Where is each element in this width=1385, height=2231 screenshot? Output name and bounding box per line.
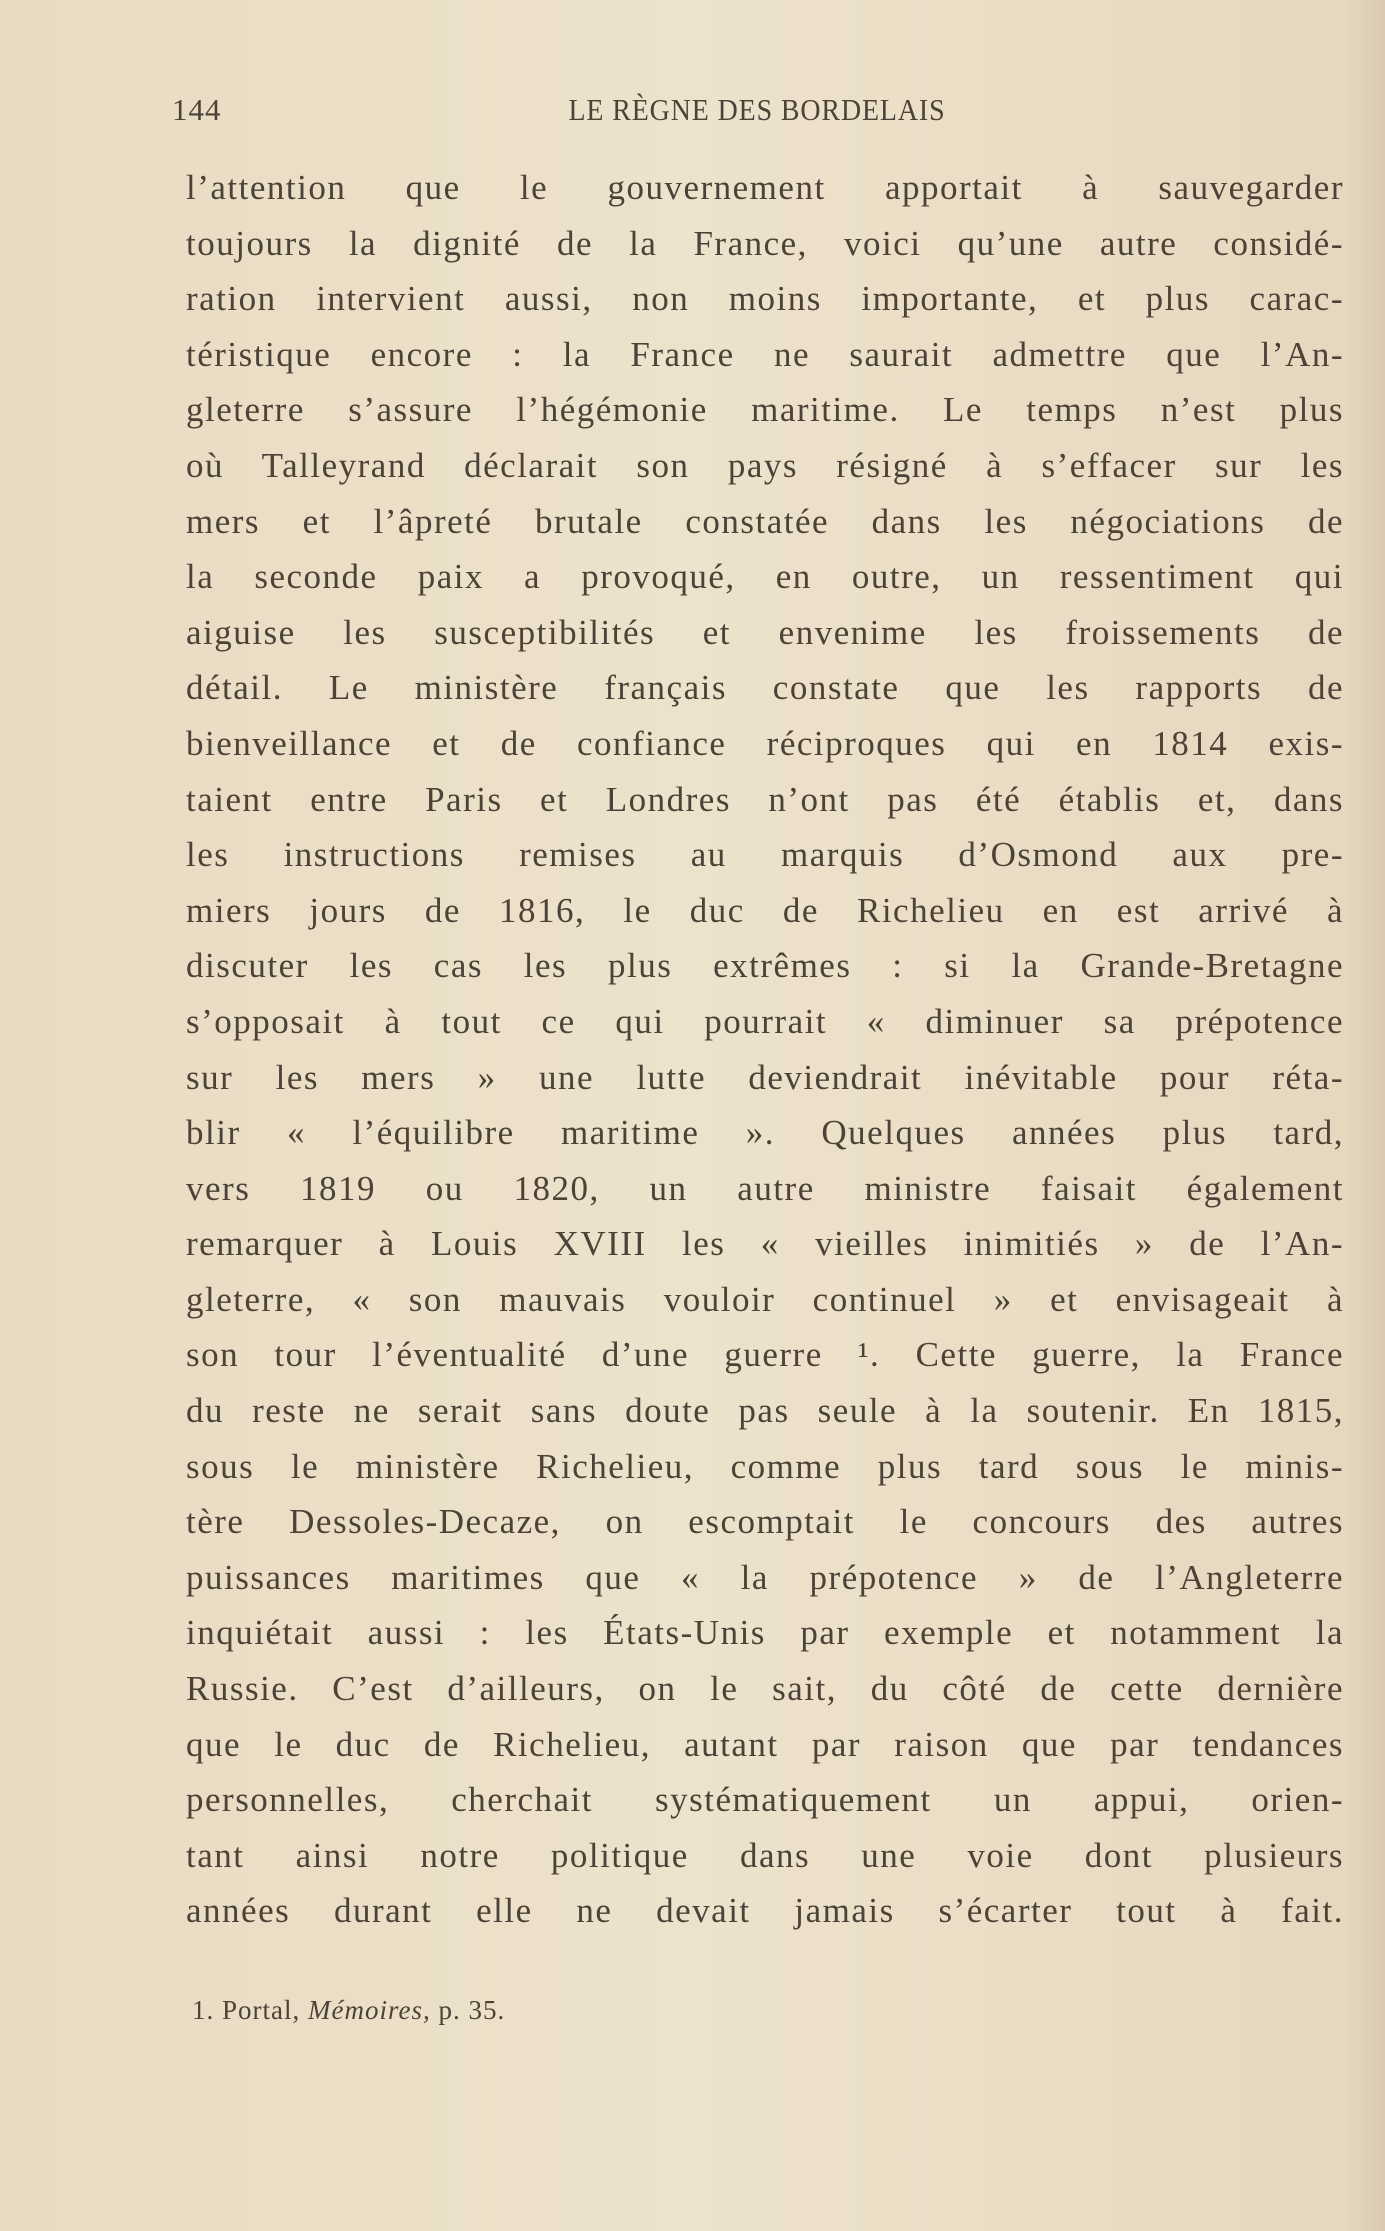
text-line: Russie. C’est d’ailleurs, on le sait, du côté de cette dernière	[186, 1669, 1344, 1709]
text-line: inquiétait aussi : les États-Unis par exemple et notamment la	[186, 1613, 1344, 1653]
text-line: toujours la dignité de la France, voici qu’une autre considé-	[186, 223, 1344, 263]
text-line: bienveillance et de confiance réciproques qui en 1814 exis-	[186, 723, 1344, 763]
text-line: où Talleyrand déclarait son pays résigné à s’effacer sur les	[186, 445, 1344, 485]
text-line: mers et l’âpreté brutale constatée dans les négociations de	[186, 501, 1344, 541]
footnote-title: Mémoires,	[308, 1995, 431, 2025]
text-line: ration intervient aussi, non moins importante, et plus carac-	[186, 279, 1344, 319]
text-line: puissances maritimes que « la prépotence » de l’Angleterre	[186, 1557, 1344, 1597]
footnote-author: Portal,	[222, 1995, 301, 2025]
running-head: LE RÈGNE DES BORDELAIS	[568, 92, 946, 127]
page-number: 144	[172, 92, 222, 127]
text-line: taient entre Paris et Londres n’ont pas été établis et, dans	[186, 779, 1344, 819]
text-line: s’opposait à tout ce qui pourrait « diminuer sa prépotence	[186, 1001, 1344, 1041]
text-line: sous le ministère Richelieu, comme plus tard sous le minis-	[186, 1446, 1344, 1486]
text-line: années durant elle ne devait jamais s’écarter tout à fait.	[186, 1891, 1344, 1931]
text-line: discuter les cas les plus extrêmes : si la Grande-Bretagne	[186, 946, 1344, 986]
text-line: remarquer à Louis XVIII les « vieilles inimitiés » de l’An-	[186, 1224, 1344, 1264]
text-line: l’attention que le gouvernement apportait à sauvegarder	[186, 168, 1344, 207]
text-line: gleterre, « son mauvais vouloir continuel » et envisageait à	[186, 1279, 1344, 1319]
text-line: aiguise les susceptibilités et envenime les froissements de	[186, 612, 1344, 652]
text-line: la seconde paix a provoqué, en outre, un ressentiment qui	[186, 557, 1344, 597]
text-line: blir « l’équilibre maritime ». Quelques années plus tard,	[186, 1113, 1344, 1153]
text-line: sur les mers » une lutte deviendrait inévitable pour réta-	[186, 1057, 1344, 1097]
text-line: son tour l’éventualité d’une guerre ¹. Cette guerre, la France	[186, 1335, 1344, 1375]
text-line: vers 1819 ou 1820, un autre ministre faisait également	[186, 1168, 1344, 1208]
text-line: que le duc de Richelieu, autant par raison que par tendances	[186, 1724, 1344, 1764]
text-line: du reste ne serait sans doute pas seule à la soutenir. En 1815,	[186, 1391, 1344, 1431]
page-header	[172, 92, 1342, 136]
footnote	[192, 1995, 505, 2026]
text-line: personnelles, cherchait systématiquement un appui, orien-	[186, 1780, 1344, 1820]
body-text	[186, 160, 1344, 1939]
footnote-number: 1.	[192, 1995, 215, 2025]
text-line: tère Dessoles-Decaze, on escomptait le concours des autres	[186, 1502, 1344, 1542]
text-line: tant ainsi notre politique dans une voie dont plusieurs	[186, 1835, 1344, 1875]
text-line: gleterre s’assure l’hégémonie maritime. Le temps n’est plus	[186, 390, 1344, 430]
text-line: téristique encore : la France ne saurait admettre que l’An-	[186, 334, 1344, 374]
text-line: détail. Le ministère français constate que les rapports de	[186, 668, 1344, 708]
text-line: miers jours de 1816, le duc de Richelieu en est arrivé à	[186, 890, 1344, 930]
text-line: les instructions remises au marquis d’Osmond aux pre-	[186, 835, 1344, 875]
footnote-page: p. 35.	[438, 1995, 506, 2025]
